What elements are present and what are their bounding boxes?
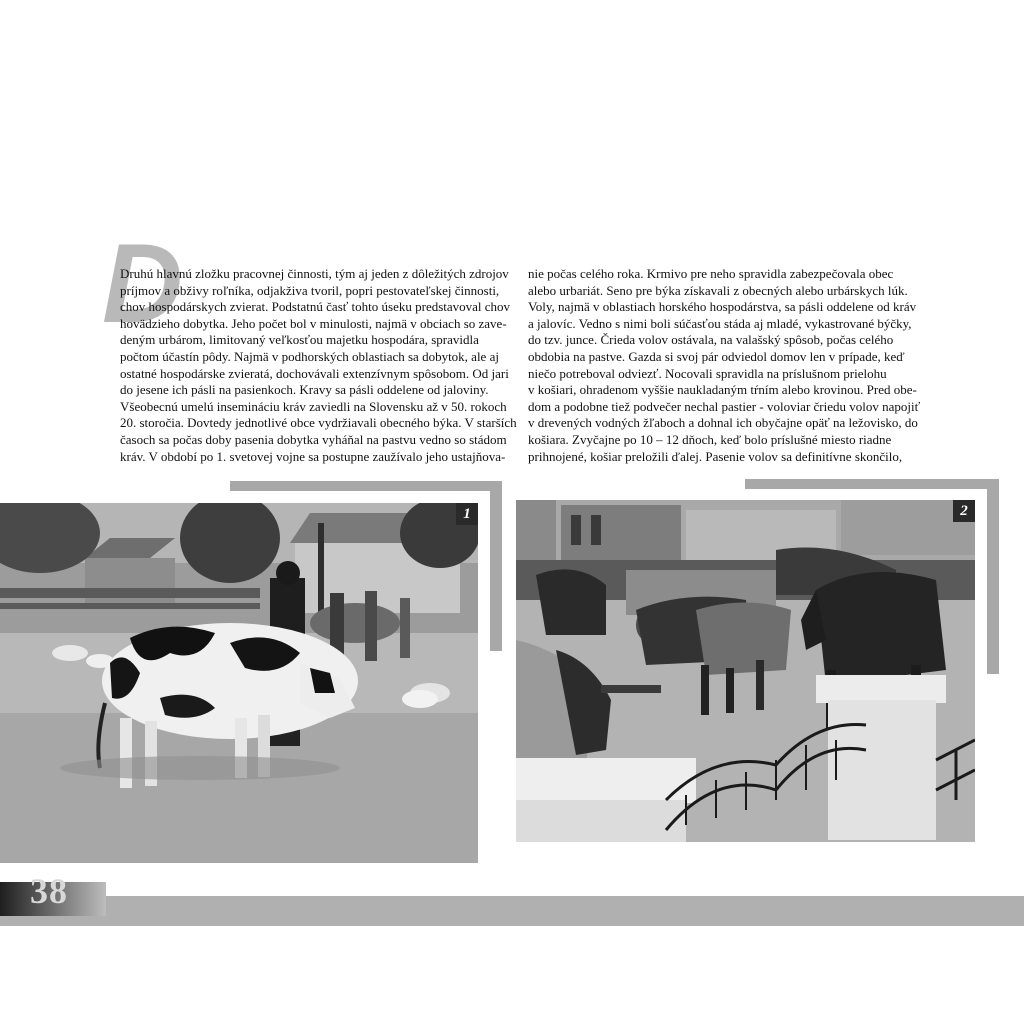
text-line: košiara. Zvyčajne po 10 – 12 dňoch, keď bolo príslušné miesto riadne [528, 431, 892, 447]
text-line: deným urbárom, limitovaný veľkosťou majetku hospodára, spravidla [120, 332, 479, 348]
text-line: prihnojené, košiar preložili ďalej. Pasenie volov sa definitívne skončilo, [528, 448, 903, 464]
text-line: do tzv. junce. Črieda volov ostávala, na valašský spôsob, počas celého [528, 332, 894, 348]
photo-cow-market [0, 503, 478, 863]
text-column-right [528, 266, 928, 465]
text-line: Voly, najmä v oblastiach horského hospodárstva, sa pásli oddelene od kráv [528, 299, 917, 315]
text-line: 20. storočia. Dovtedy jednotlivé obce vydržiavali obecného býka. V starších [120, 415, 517, 431]
page-number: 38 [30, 871, 68, 911]
text-line: v košiari, ohradenom vyššie naukladaným tŕním alebo krovinou. Pred obe- [528, 382, 917, 398]
drop-cap-letter: D [102, 221, 183, 346]
photo-frame-side [490, 481, 502, 651]
photo-frame-top [745, 479, 999, 489]
text-line: obdobia na pastve. Gazda si svoj pár odviedol domov len v prípade, keď [528, 348, 905, 364]
text-line: časoch sa počas doby pasenia dobytka vyháňal na pastvu vedno so stádom [120, 431, 507, 447]
photo-frame-side [987, 479, 999, 674]
text-line: do jesene ich pásli na pasienkoch. Kravy sa pásli oddelene od jaloviny. [120, 382, 489, 398]
photo-horse-market-image [516, 500, 975, 842]
footer-bar [0, 896, 1024, 926]
text-line: príjmov a obživy roľníka, odjakživa tvoril, popri pestovateľskej činnosti, [120, 282, 500, 298]
text-line: počtom účastín pôdy. Najmä v podhorských oblastiach sa dobytok, ale aj [120, 348, 499, 364]
text-line: Všeobecnú umelú insemináciu kráv zaviedli na Slovensku až v 50. rokoch [120, 398, 507, 414]
text-column-left [120, 266, 515, 465]
text-line: a jalovíc. Vedno s nimi boli súčasťou stáda aj mladé, vykastrované býčky, [528, 315, 912, 331]
text-line: nie počas celého roka. Krmivo pre neho spravidla zabezpečovala obec [528, 266, 894, 281]
text-line: hovädzieho dobytka. Jeho počet bol v minulosti, najmä v obciach so zave- [120, 315, 507, 331]
text-line: niečo potreboval odviezť. Nocovali spravidla na príslušnom prielohu [528, 365, 887, 381]
text-line: ostatné hospodárske zvieratá, dochovávali extenzívnym spôsobom. Od jari [120, 365, 509, 381]
photo-number-badge: 2 [953, 500, 975, 522]
text-line: Druhú hlavnú zložku pracovnej činnosti, tým aj jeden z dôležitých zdrojov [120, 266, 509, 281]
photo-frame-top [230, 481, 502, 491]
photo-cow-market-image [0, 503, 478, 863]
text-line: alebo urbariát. Seno pre býka získavali z obecných alebo urbárskych lúk. [528, 282, 908, 298]
text-line: dom a podobne tiež podvečer nechal pastier - voloviar čriedu volov napojiť [528, 398, 921, 414]
photo-number-badge: 1 [456, 503, 478, 525]
text-line: chov hospodárskych zvierat. Podstatnú časť tohto úseku predstavoval chov [120, 299, 511, 315]
text-line: v drevených vodných žľaboch a dohnal ich obyčajne opäť na ležovisko, do [528, 415, 918, 431]
text-line: kráv. V období po 1. svetovej vojne sa postupne zaužívalo jeho ustajňova- [120, 448, 506, 464]
photo-horse-market [516, 500, 975, 842]
